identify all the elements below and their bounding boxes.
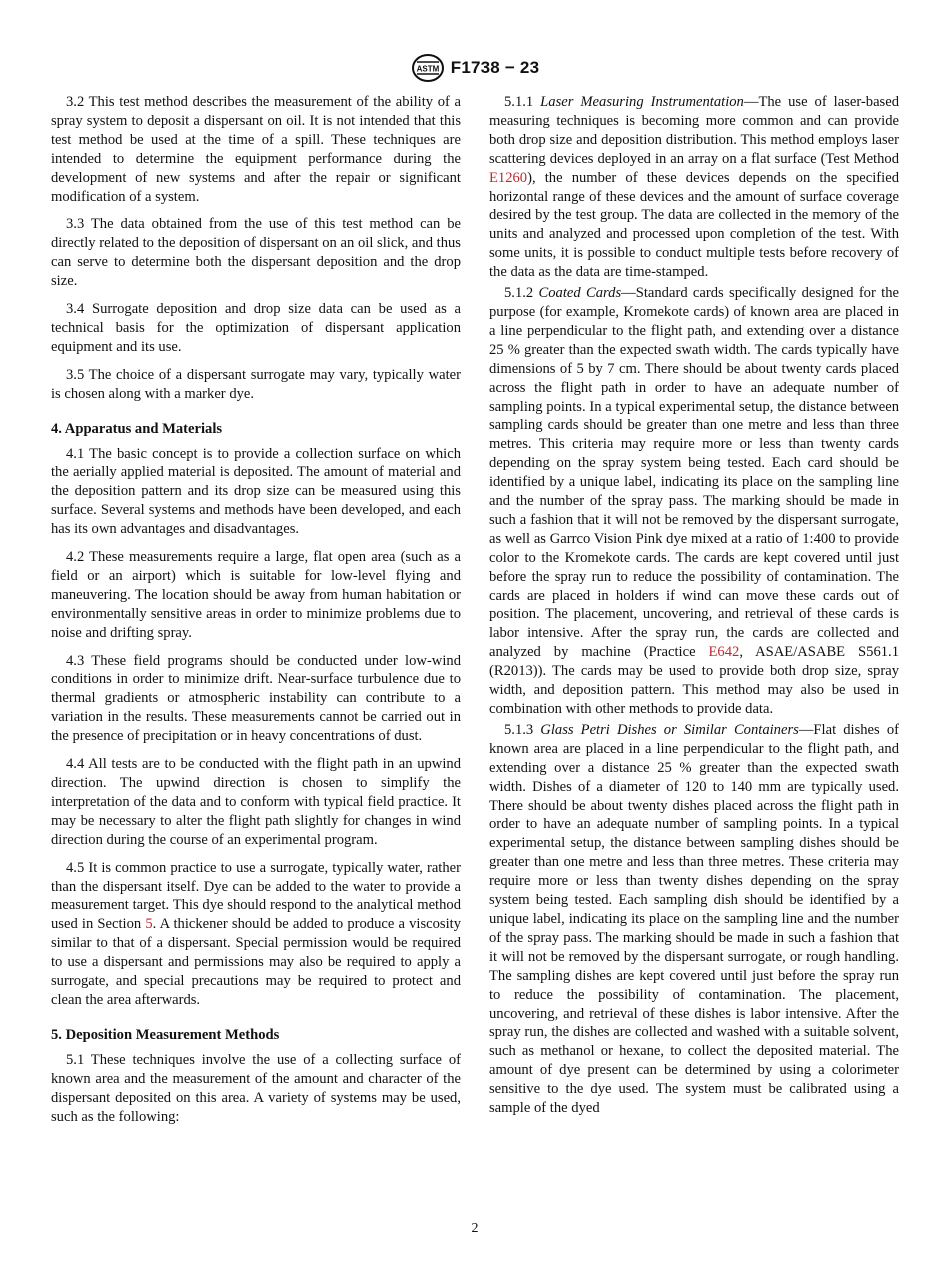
paragraph-3-4: 3.4 Surrogate deposition and drop size data can be used as a technical basis for the optimization of dispersant application equipment and its use.: [51, 301, 461, 355]
paragraph-4-1: 4.1 The basic concept is to provide a collection surface on which the aerially applied material is deposited. The amount of material and the deposition pattern and its drop size can be measured using this surface. Several systems and methods have been developed, and each has its own advantages and disadvantages.: [51, 445, 461, 538]
paragraph-5-1-1: 5.1.1 Laser Measuring Instrumentation—The use of laser-based measuring techniques is becoming more common and can provide both drop size and deposition distribution. This method employs laser scattering devices deployed in an array on a flat surface (Test Method E1260), the number of these devices depends on the specified horizontal range of these devices and the amount of surface coverage desired by the test group. The data are collected in the memory of the units and analyzed and processed upon completion of the test. With some units, it is possible to conduct multiple tests before recovery of the data as the data are time-stamped.: [489, 94, 900, 281]
paragraph-4-2: 4.2 These measurements require a large, flat open area (such as a field or an airport) which is suitable for low-level flying and maneuvering. The location should be away from human habitation or environmentally sensitive areas in order to minimize problems due to noise and drifting spray.: [51, 549, 461, 641]
page-header: [0, 53, 950, 83]
section-5-heading: 5. Deposition Measurement Methods: [51, 1026, 280, 1043]
e1260-link[interactable]: E1260: [489, 169, 528, 186]
paragraph-4-4: 4.4 All tests are to be conducted with the flight path in an upwind direction. The upwind direction is chosen to simplify the interpretation of the data and to conform with typical field practice. It may be necessary to alter the flight path slightly for changes in wind direction during the course of an experimental program.: [51, 756, 461, 848]
paragraph-3-3: 3.3 The data obtained from the use of this test method can be directly related to the deposition of dispersant on an oil slick, and thus can serve to determine both the dispersant deposition and the drop size.: [51, 216, 461, 290]
document-id: F1738 − 23: [450, 58, 540, 77]
e642-link[interactable]: E642: [708, 644, 740, 661]
right-column: [489, 93, 899, 1120]
paragraph-4-5: 4.5 It is common practice to use a surrogate, typically water, rather than the dispersant itself. Dye can be added to the water to provide a measurement target. This dye should respond to the analytical method used in Section 5. A thickener should be added to produce a viscosity similar to that of a dispersant. Special permission would be required to use a dispersant and permissions may also be required to apply a surrogate, and special precautions may be required to protect and clean the area afterwards.: [51, 859, 462, 1008]
astm-logo-icon: [411, 53, 445, 83]
paragraph-5-1-2: 5.1.2 Coated Cards—Standard cards specifically designed for the purpose (for example, Kromekote cards) of known area are placed in a line perpendicular to the flight path, and extending over a distance 25 % greater than the expected swath width. The cards typically have dimensions of 5 by 7 cm. There should be about twenty cards placed across the flight path in order to have an adequate number of sampling points. In a typical experimental setup, the distance between sampling cards should be greater than one metre and less than three metres. This criteria may require more or less than twenty cards depending on the spray system being tested. Each card should be identified by a unique label, indicating its place on the sampling line and the number of the spray pass. The marking should be made in such a fashion that it will not be removed by the dispersant surrogate, as well as Garrco Vision Pink dye mixed at a ratio of 1:400 to provide color to the Kromekote cards. The cards are kept covered until just before the spray run to reduce the possibility of contamination. The cards are placed in holders if wind can move these cards out of position. The placement, uncovering, and retrieval of these cards is labor intensive. After the spray run, the cards are collected and analyzed by machine (Practice E642, ASAE/ASABE S561.1 (R2013)). The cards may be used to provide both drop size, spray width, and deposition pattern. This method may also be used in combination with other methods to provide data.: [489, 285, 899, 717]
paragraph-5-1-3: 5.1.3 Glass Petri Dishes or Similar Containers—Flat dishes of known area are placed in a line perpendicular to the flight path, and extending over a distance 25 % greater than the expected swath width. Dishes of a diameter of 120 to 140 mm are typically used. There should be about twenty dishes placed across the flight path in order to have an adequate number of sampling points. In a typical experimental setup, the distance between sampling dishes should be greater than one metre and less than three metres. These criteria may require more or less than twenty dishes depending on the spray system being tested. Each sampling dish should be identified by a unique label, indicating its place on the sampling line and the number of the spray pass. The marking should be made in such a fashion that it will not be removed by the dispersant surrogate, or rough handling. The sampling dishes are kept covered until just before the spray run to reduce the possibility of contamination. The placement, uncovering, and retrieval of these dishes is labor intensive. After the spray run, the dishes are collected and washed with a suitable solvent, such as methanol or hexane, to collect the deposited material. The amount of dye present can be determined by using a colorimeter sensitive to the dye used. The system must be calibrated using a sample of the dyed: [489, 721, 899, 1117]
paragraph-4-3: 4.3 These field programs should be conducted under low-wind conditions in order to minimize drift. Near-surface turbulence due to thermal gradients or atmospheric instability can contribute to a variation in the results. These measurements cannot be carried out in the presence of precipitation or in heavy concentrations of dust.: [51, 652, 461, 745]
section-5-link[interactable]: 5: [145, 916, 153, 933]
page-number: 2: [471, 1221, 479, 1236]
section-4-heading: 4. Apparatus and Materials: [51, 420, 223, 437]
paragraph-5-1: 5.1 These techniques involve the use of a collecting surface of known area and the measurement of the amount and character of the dispersant deposited on this area. A variety of systems may be used, such as the following:: [51, 1051, 461, 1125]
paragraph-3-2: 3.2 This test method describes the measurement of the ability of a spray system to deposit a dispersant on oil. It is not intended that this test method be used at the time of a spill. These techniques are intended to determine the equipment performance during the development of new systems and after the repair or significant modification of a system.: [51, 94, 461, 205]
left-column: [51, 93, 461, 1135]
svg-text:ASTM: ASTM: [416, 64, 440, 74]
paragraph-3-5: 3.5 The choice of a dispersant surrogate may vary, typically water is chosen along with a marker dye.: [51, 366, 461, 402]
